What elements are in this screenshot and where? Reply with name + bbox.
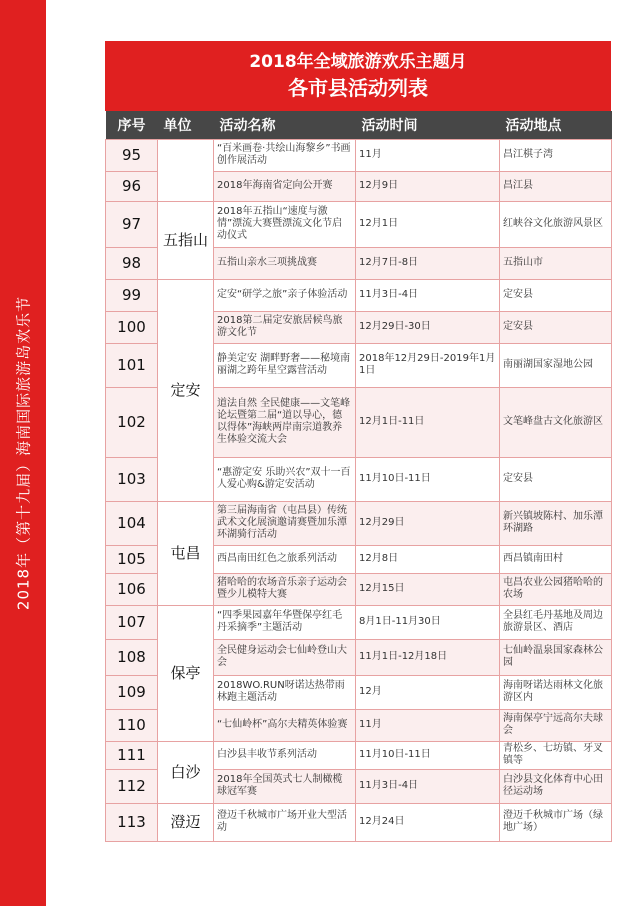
activity-name: 2018第二届定安旅居候鸟旅游文化节 [214, 311, 356, 343]
activity-time: 11月1日-12月18日 [356, 639, 500, 675]
activity-place: 昌江县 [500, 171, 612, 201]
activity-name: 澄迈千秋城市广场开业大型活动 [214, 803, 356, 841]
table-row [106, 139, 612, 171]
row-number: 96 [106, 171, 158, 201]
activity-time: 12月8日 [356, 545, 500, 573]
activity-table [105, 111, 612, 842]
activity-time: 11月10日-11日 [356, 741, 500, 769]
table-title [105, 41, 611, 111]
table-body [106, 139, 612, 841]
activity-time: 11月 [356, 139, 500, 171]
row-number: 103 [106, 457, 158, 501]
activity-name: 2018年海南省定向公开赛 [214, 171, 356, 201]
activity-name: “四季果园嘉年华暨保亭红毛丹采摘季”主题活动 [214, 605, 356, 639]
row-number: 111 [106, 741, 158, 769]
table-header-row [106, 111, 612, 139]
activity-name: 西昌南田红色之旅系列活动 [214, 545, 356, 573]
row-unit: 澄迈 [158, 803, 214, 841]
activity-time: 12月 [356, 675, 500, 709]
header-activity-name: 活动名称 [214, 111, 356, 139]
activity-place: 定安县 [500, 279, 612, 311]
row-number: 112 [106, 769, 158, 803]
sidebar [0, 0, 46, 906]
row-unit [158, 139, 214, 201]
activity-place: 全县红毛丹基地及周边旅游景区、酒店 [500, 605, 612, 639]
header-seq: 序号 [106, 111, 158, 139]
activity-name: “七仙岭杯”高尔夫精英体验赛 [214, 709, 356, 741]
activity-place: 澄迈千秋城市广场（绿地广场） [500, 803, 612, 841]
activity-place: 定安县 [500, 457, 612, 501]
row-number: 101 [106, 343, 158, 387]
activity-name: 2018年全国英式七人制橄榄球冠军赛 [214, 769, 356, 803]
activity-time: 12月1日-11日 [356, 387, 500, 457]
activity-table-card [105, 41, 611, 887]
table-row [106, 803, 612, 841]
activity-place: 新兴镇坡陈村、加乐潭环湖路 [500, 501, 612, 545]
table-row [106, 605, 612, 639]
row-number: 95 [106, 139, 158, 171]
row-number: 105 [106, 545, 158, 573]
activity-place: 海南保亭宁远高尔夫球会 [500, 709, 612, 741]
activity-place: 海南呀诺达雨林文化旅游区内 [500, 675, 612, 709]
row-number: 98 [106, 247, 158, 279]
activity-name: 白沙县丰收节系列活动 [214, 741, 356, 769]
activity-place: 七仙岭温泉国家森林公园 [500, 639, 612, 675]
activity-place: 文笔峰盘古文化旅游区 [500, 387, 612, 457]
row-number: 109 [106, 675, 158, 709]
activity-name: 道法自然 全民健康——文笔峰论坛暨第二届“道以导心，德以得体”海峡两岸南宗道教养生体验交流大会 [214, 387, 356, 457]
activity-name: 定安“研学之旅”亲子体验活动 [214, 279, 356, 311]
row-unit: 定安 [158, 279, 214, 501]
activity-place: 白沙县文化体育中心田径运动场 [500, 769, 612, 803]
row-number: 110 [106, 709, 158, 741]
activity-time: 11月 [356, 709, 500, 741]
table-row [106, 201, 612, 247]
row-number: 102 [106, 387, 158, 457]
title-line-2: 各市县活动列表 [288, 76, 428, 100]
activity-time: 2018年12月29日-2019年1月1日 [356, 343, 500, 387]
activity-name: “惠游定安 乐助兴农”双十一百人爱心购&游定安活动 [214, 457, 356, 501]
table-row [106, 279, 612, 311]
activity-time: 11月10日-11日 [356, 457, 500, 501]
row-unit: 五指山 [158, 201, 214, 279]
activity-time: 12月29日 [356, 501, 500, 545]
activity-name: 2018WO.RUN呀诺达热带雨林跑主题活动 [214, 675, 356, 709]
header-unit: 单位 [158, 111, 214, 139]
row-unit: 白沙 [158, 741, 214, 803]
activity-place: 定安县 [500, 311, 612, 343]
row-number: 104 [106, 501, 158, 545]
activity-name: 2018年五指山“速度与激情”漂流大赛暨漂流文化节启动仪式 [214, 201, 356, 247]
activity-time: 12月29日-30日 [356, 311, 500, 343]
row-number: 113 [106, 803, 158, 841]
row-number: 99 [106, 279, 158, 311]
header-activity-time: 活动时间 [356, 111, 500, 139]
activity-time: 12月9日 [356, 171, 500, 201]
row-number: 106 [106, 573, 158, 605]
row-number: 107 [106, 605, 158, 639]
row-number: 97 [106, 201, 158, 247]
table-row [106, 741, 612, 769]
row-unit: 保亭 [158, 605, 214, 741]
row-unit: 屯昌 [158, 501, 214, 605]
activity-place: 屯昌农业公园猪哈哈的农场 [500, 573, 612, 605]
activity-place: 昌江棋子湾 [500, 139, 612, 171]
activity-place: 青松乡、七坊镇、牙叉镇等 [500, 741, 612, 769]
activity-place: 南丽湖国家湿地公园 [500, 343, 612, 387]
sidebar-text: 2018年（第十九届）海南国际旅游岛欢乐节 [14, 295, 33, 611]
activity-place: 红峡谷文化旅游风景区 [500, 201, 612, 247]
activity-name: 猪哈哈的农场音乐亲子运动会暨少儿模特大赛 [214, 573, 356, 605]
activity-name: “百米画卷·共绘山海黎乡”书画创作展活动 [214, 139, 356, 171]
activity-time: 11月3日-4日 [356, 769, 500, 803]
activity-time: 12月7日-8日 [356, 247, 500, 279]
header-activity-place: 活动地点 [500, 111, 612, 139]
activity-place: 五指山市 [500, 247, 612, 279]
activity-time: 12月15日 [356, 573, 500, 605]
activity-time: 11月3日-4日 [356, 279, 500, 311]
table-row [106, 501, 612, 545]
activity-name: 五指山亲水三项挑战赛 [214, 247, 356, 279]
row-number: 108 [106, 639, 158, 675]
title-line-1: 2018年全域旅游欢乐主题月 [249, 52, 467, 72]
activity-name: 第三届海南省（屯昌县）传统武术文化展演邀请赛暨加乐潭环湖骑行活动 [214, 501, 356, 545]
activity-place: 西昌镇南田村 [500, 545, 612, 573]
row-number: 100 [106, 311, 158, 343]
activity-time: 8月1日-11月30日 [356, 605, 500, 639]
activity-name: 静美定安 湖畔野奢——秘境南丽湖之跨年星空露营活动 [214, 343, 356, 387]
activity-time: 12月24日 [356, 803, 500, 841]
activity-time: 12月1日 [356, 201, 500, 247]
activity-name: 全民健身运动会七仙岭登山大会 [214, 639, 356, 675]
